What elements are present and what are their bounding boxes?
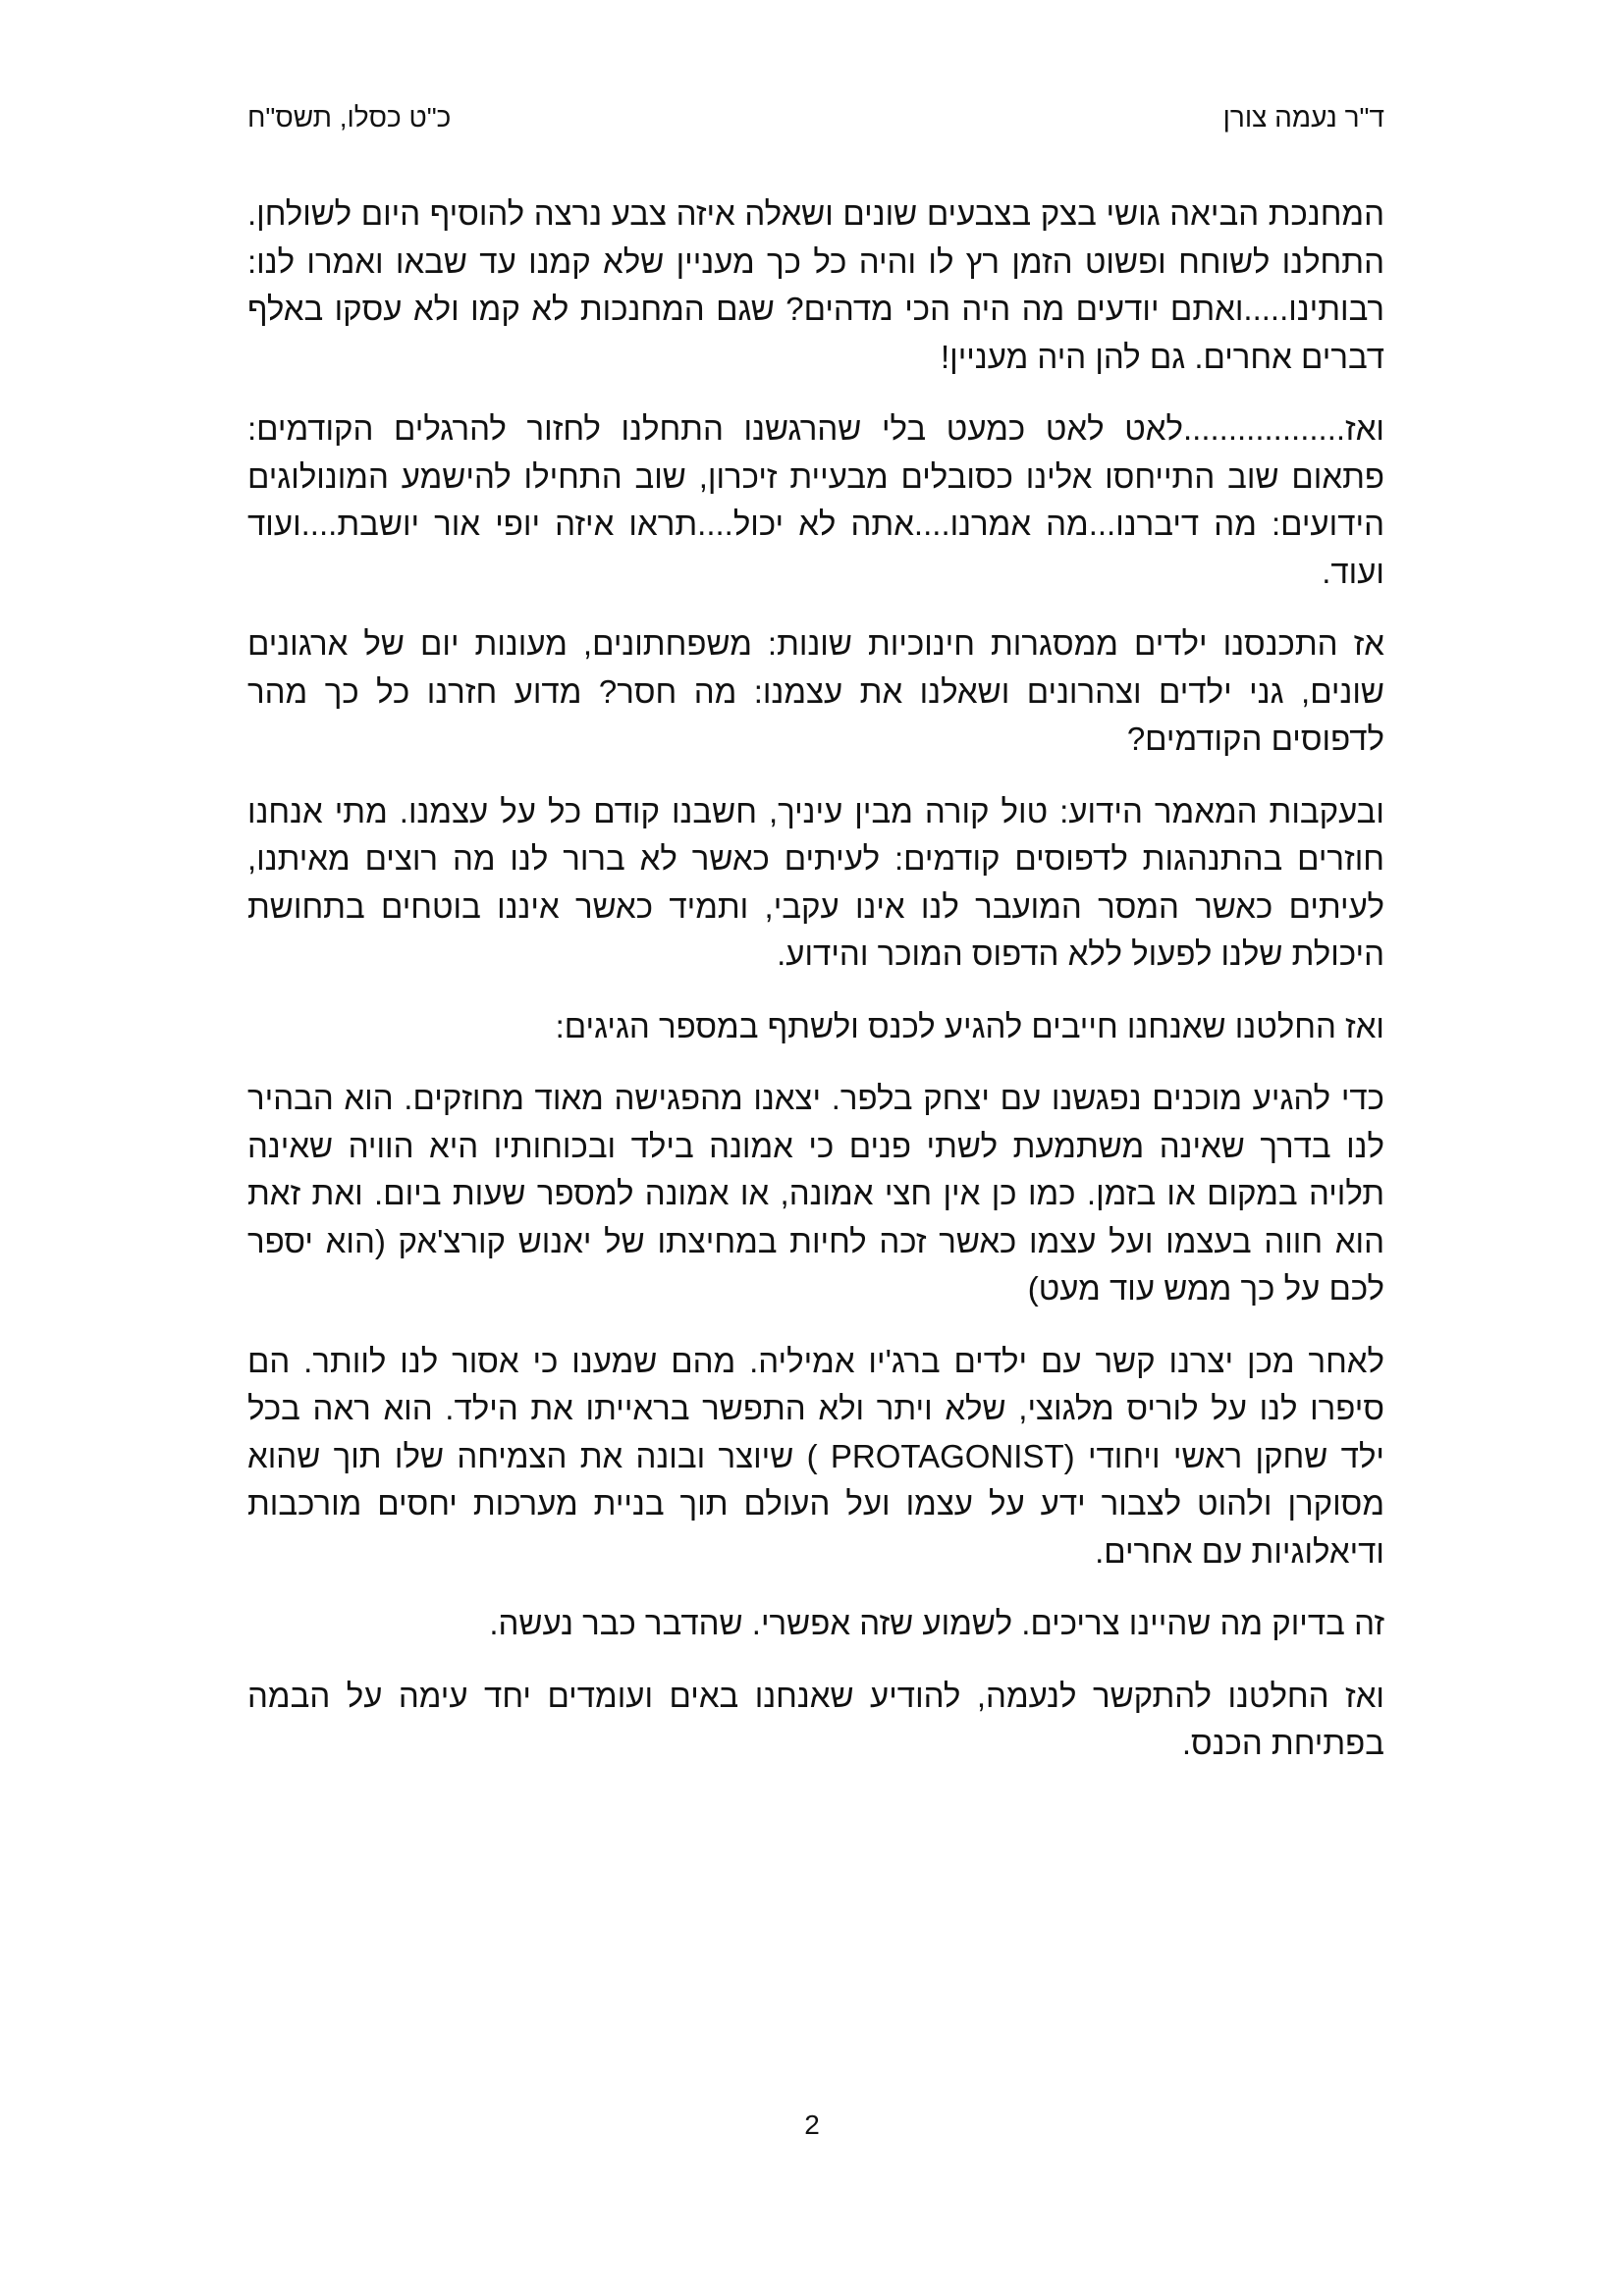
paragraph: המחנכת הביאה גושי בצק בצבעים שונים ושאלה איזה צבע נרצה להוסיף היום לשולחן. התחלנו לשוחח ופשוט הזמן רץ לו והיה כל כך מעניין שלא קמנו עד שבאו ואמרו לנו: רבותינו.....ואתם יודעים מה היה הכי מדהים? שגם המחנכות לא קמו ולא עסקו באלף דברים אחרים. גם להן היה מעניין! <box>247 195 1384 375</box>
page-number: 2 <box>804 2109 820 2140</box>
paragraph: כדי להגיע מוכנים נפגשנו עם יצחק בלפר. יצאנו מהפגישה מאוד מחוזקים. הוא הבהיר לנו בדרך שאינה משתמעת לשתי פנים כי אמונה בילד ובכוחותיו היא הוויה שאינה תלויה במקום או בזמן. כמו כן אין חצי אמונה, או אמונה למספר שעות ביום. ואת זאת הוא חווה בעצמו ועל עצמו כאשר זכה לחיות במחיצתו של יאנוש קורצ'אק (הוא יספר לכם על כך ממש עוד מעט) <box>247 1080 1384 1307</box>
paragraph: ואז..................לאט לאט כמעט בלי שהרגשנו התחלנו לחזור להרגלים הקודמים: פתאום שוב התייחסו אלינו כסובלים מבעיית זיכרון, שוב התחילו להישמע המונולוגים הידועים: מה דיברנו...מה אמרנו....אתה לא יכול....תראו איזה יופי אור יושבת....ועוד ועוד. <box>247 410 1384 590</box>
header-date: כ"ט כסלו, תשס"ח <box>247 102 452 133</box>
document-body <box>247 190 1384 1792</box>
header-author: ד"ר נעמה צורן <box>1222 102 1384 133</box>
paragraph: זה בדיוק מה שהיינו צריכים. לשמוע שזה אפשרי. שהדבר כבר נעשה. <box>489 1605 1384 1641</box>
paragraph: לאחר מכן יצרנו קשר עם ילדים ברג'יו אמיליה. מהם שמענו כי אסור לנו לוותר. הם סיפרו לנו על לוריס מלגוצי, שלא ויתר ולא התפשר בראייתו את הילד. הוא ראה בכל ילד שחקן ראשי ויחודי (PROTAGONIST ) שיוצר ובונה את הצמיחה שלו תוך שהוא מסוקרן ולהוט לצבור ידע על עצמו ועל העולם תוך בניית מערכות יחסים מורכבות ודיאלוגיות עם אחרים. <box>247 1342 1384 1570</box>
page-header <box>247 96 1384 139</box>
paragraph: ובעקבות המאמר הידוע: טול קורה מבין עיניך, חשבנו קודם כל על עצמנו. מתי אנחנו חוזרים בהתנהגות לדפוסים קודמים: לעיתים כאשר לא ברור לנו מה רוצים מאיתנו, לעיתים כאשר המסר המועבר לנו אינו עקבי, ותמיד כאשר איננו בוטחים בתחושת היכולת שלנו לפעול ללא הדפוס המוכר והידוע. <box>247 792 1384 972</box>
paragraph: ואז החלטנו שאנחנו חייבים להגיע לכנס ולשתף במספר הגיגים: <box>555 1007 1384 1044</box>
paragraph: אז התכנסנו ילדים ממסגרות חינוכיות שונות: משפחתונים, מעונות יום של ארגונים שונים, גני ילדים וצהרונים ושאלנו את עצמנו: מה חסר? מדוע חזרנו כל כך מהר לדפוסים הקודמים? <box>247 625 1384 757</box>
paragraph: ואז החלטנו להתקשר לנעמה, להודיע שאנחנו באים ועומדים יחד עימה על הבמה בפתיחת הכנס. <box>247 1677 1384 1761</box>
